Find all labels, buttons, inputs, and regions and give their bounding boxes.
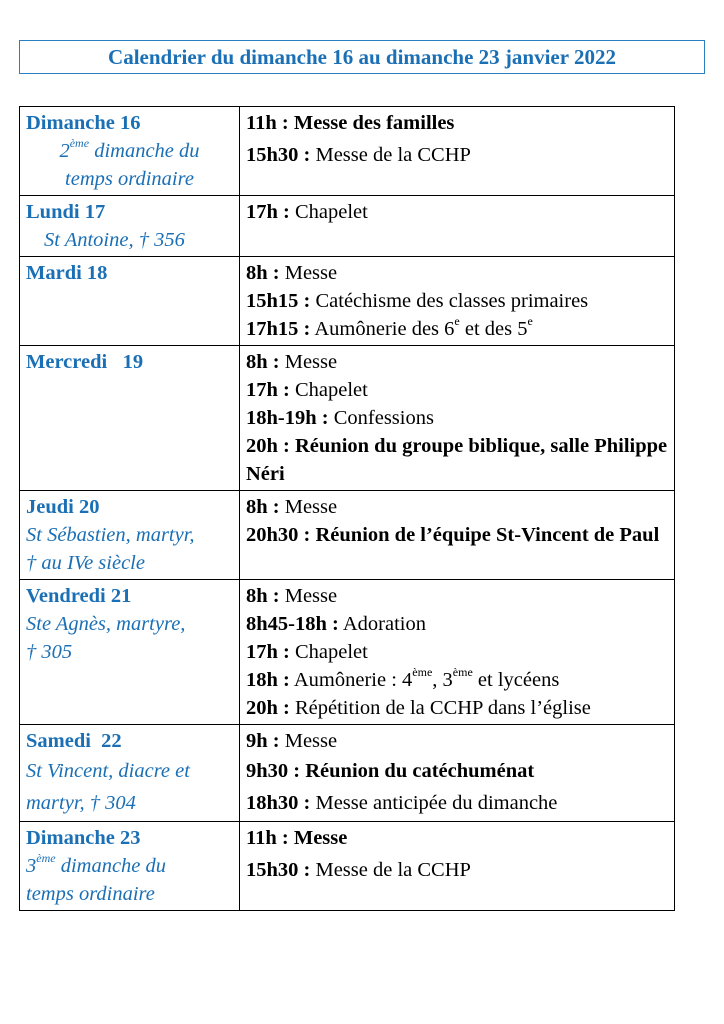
events-cell — [240, 107, 675, 196]
events-cell — [240, 346, 675, 491]
day-name: Jeudi 20 — [26, 496, 100, 518]
events-cell — [240, 580, 675, 725]
event-line: 20h : Répétition de la CCHP dans l’église — [246, 697, 591, 719]
table-row — [20, 257, 675, 346]
event-line: 20h30 : Réunion de l’équipe St-Vincent de Paul — [246, 524, 660, 546]
day-subtitle: St Vincent, diacre et — [26, 760, 190, 782]
day-cell — [20, 346, 240, 491]
day-cell — [20, 196, 240, 257]
table-row — [20, 580, 675, 725]
day-name: Mardi 18 — [26, 262, 108, 284]
table-row — [20, 725, 675, 822]
day-subtitle: 3ème dimanche du — [26, 851, 167, 877]
day-name: Mercredi 19 — [26, 351, 144, 373]
day-subtitle: Ste Agnès, martyre, — [26, 613, 186, 635]
day-subtitle: temps ordinaire — [26, 883, 155, 905]
day-subtitle: † au IVe siècle — [26, 552, 145, 574]
day-subtitle: † 305 — [26, 641, 73, 663]
events-cell — [240, 725, 675, 822]
table-row — [20, 196, 675, 257]
page-title: Calendrier du dimanche 16 au dimanche 23 janvier 2022 — [19, 40, 705, 74]
events-cell — [240, 257, 675, 346]
event-line: 9h : Messe — [246, 730, 338, 752]
event-line: 8h : Messe — [246, 496, 338, 518]
day-cell — [20, 725, 240, 822]
day-subtitle: martyr, † 304 — [26, 792, 136, 814]
calendar-table — [19, 106, 675, 911]
day-subtitle: 2ème dimanche du — [59, 136, 200, 162]
event-line: 11h : Messe des familles — [246, 112, 455, 134]
event-line: 8h45-18h : Adoration — [246, 613, 426, 635]
day-name: Dimanche 23 — [26, 827, 141, 849]
event-line: 18h : Aumônerie : 4ème, 3ème et lycéens — [246, 665, 560, 691]
event-line: 11h : Messe — [246, 827, 348, 849]
day-subtitle: St Sébastien, martyr, — [26, 524, 195, 546]
day-cell — [20, 822, 240, 911]
event-line: 17h : Chapelet — [246, 641, 368, 663]
event-line: 15h30 : Messe de la CCHP — [246, 859, 471, 881]
event-line: 18h30 : Messe anticipée du dimanche — [246, 792, 558, 814]
day-name: Lundi 17 — [26, 201, 106, 223]
day-subtitle: St Antoine, † 356 — [44, 229, 185, 251]
event-line: 17h15 : Aumônerie des 6e et des 5e — [246, 314, 533, 340]
events-cell — [240, 491, 675, 580]
event-line: 8h : Messe — [246, 351, 338, 373]
day-name: Dimanche 16 — [26, 112, 141, 134]
event-line: 15h15 : Catéchisme des classes primaires — [246, 290, 589, 312]
event-line: 17h : Chapelet — [246, 379, 368, 401]
event-line: 8h : Messe — [246, 585, 338, 607]
events-cell — [240, 822, 675, 911]
events-cell — [240, 196, 675, 257]
day-cell — [20, 491, 240, 580]
event-line: 20h : Réunion du groupe biblique, salle Philippe Néri — [246, 435, 668, 485]
event-line: 18h-19h : Confessions — [246, 407, 434, 429]
day-cell — [20, 257, 240, 346]
day-cell — [20, 580, 240, 725]
event-line: 8h : Messe — [246, 262, 338, 284]
event-line: 15h30 : Messe de la CCHP — [246, 144, 471, 166]
table-row — [20, 346, 675, 491]
day-cell — [20, 107, 240, 196]
day-subtitle: temps ordinaire — [65, 168, 194, 190]
day-name: Samedi 22 — [26, 730, 122, 752]
event-line: 17h : Chapelet — [246, 201, 368, 223]
table-row — [20, 822, 675, 911]
day-name: Vendredi 21 — [26, 585, 132, 607]
table-row — [20, 107, 675, 196]
table-row — [20, 491, 675, 580]
event-line: 9h30 : Réunion du catéchuménat — [246, 760, 535, 782]
